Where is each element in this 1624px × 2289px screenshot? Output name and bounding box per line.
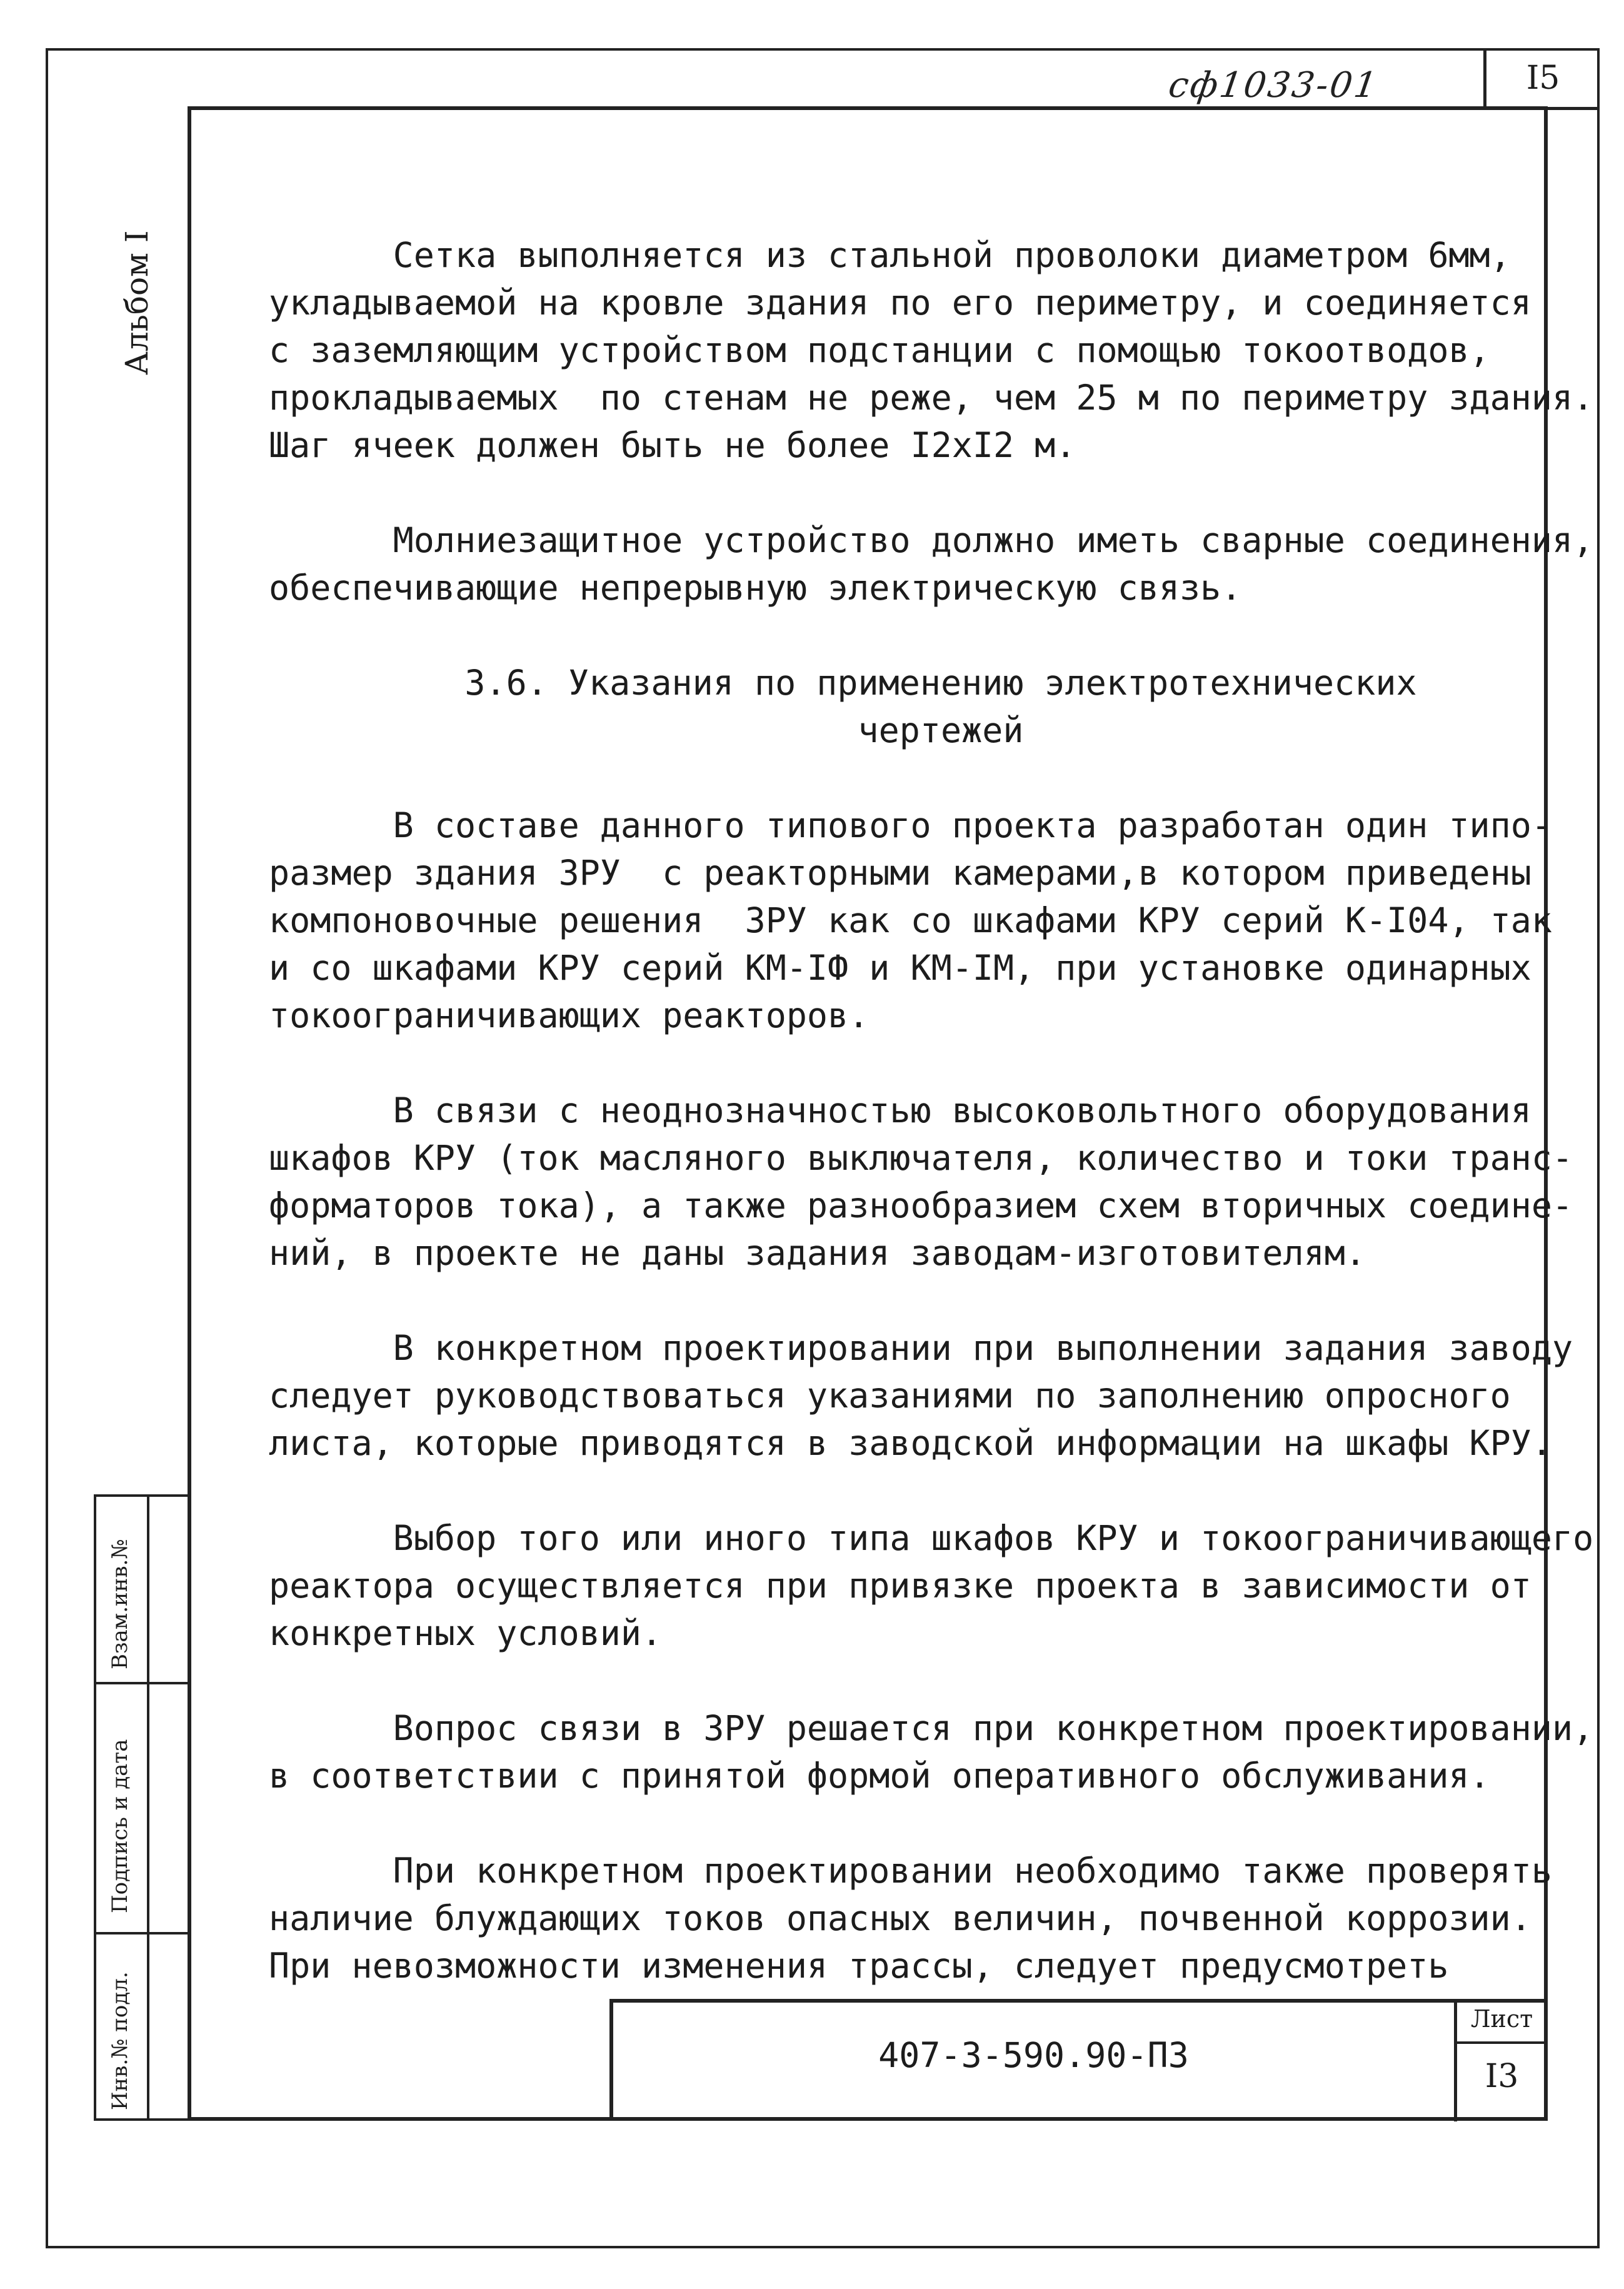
document-body <box>269 231 1594 2037</box>
paragraph: В связи с неоднозначностью высоковольтного оборудования шкафов КРУ (ток масляного выключателя, количество и токи транс- форматоров тока), а также разнообразием схем вторичных соедине- ний, в проекте не даны задания заводам-изготовителям. <box>269 1090 1573 1273</box>
stamp-cell-original-inv: Инв.№ подл. <box>108 1971 133 2110</box>
paragraph: В конкретном проектировании при выполнении задания заводу следует руководствоваться указаниями по заполнению опросного листа, которые приводятся в заводской информации на шкафы КРУ. <box>269 1328 1573 1463</box>
paragraph: Вопрос связи в ЗРУ решается при конкретном проектировании, в соответствии с принятой формой оперативного обслуживания. <box>269 1708 1594 1796</box>
paragraph: Сетка выполняется из стальной проволоки диаметром 6мм, укладываемой на кровле здания по его периметру, и соединяется с заземляющим устройством подстанции с помощью токоотводов, прокладываемых по стенам не реже, чем 25 м по периметру здания. Шаг ячеек должен быть не более I2хI2 м. <box>269 235 1594 465</box>
top-sheet-number: I5 <box>1526 59 1560 97</box>
stamp-divider <box>94 1932 188 1934</box>
sheet-number: I3 <box>1485 2058 1519 2095</box>
sheet-label: Лист <box>1470 2005 1533 2033</box>
paragraph: При конкретном проектировании необходимо также проверять наличие блуждающих токов опасных величин, почвенной коррозии. При невозможности изменения трассы, следует предусмотреть <box>269 1851 1552 1986</box>
paragraph: В составе данного типового проекта разработан один типо- размер здания ЗРУ с реакторными камерами,в котором приведены компоновочные решения ЗРУ как со шкафами КРУ серий К-I04, так и со шкафами КРУ серий КМ-IФ и КМ-IМ, при установке одинарных токоограничивающих реакторов. <box>269 805 1552 1035</box>
album-label: Альбом I <box>119 230 155 375</box>
title-block-divider <box>1454 2041 1548 2044</box>
handwritten-code: сф1033-01 <box>1166 65 1381 106</box>
paragraph: Выбор того или иного типа шкафов КРУ и токоограничивающего реактора осуществляется при привязке проекта в зависимости от конкретных условий. <box>269 1518 1594 1653</box>
paragraph: Молниезащитное устройство должно иметь сварные соединения, обеспечивающие непрерывную электрическую связь. <box>269 520 1594 608</box>
top-sheet-number-box <box>1483 48 1600 110</box>
document-code: 407-3-590.90-ПЗ <box>878 2035 1189 2075</box>
stamp-split <box>147 1494 149 2121</box>
stamp-cell-signature-date: Подпись и дата <box>108 1739 133 1913</box>
stamp-divider <box>94 1682 188 1684</box>
section-heading: 3.6. Указания по применению электротехнических чертежей <box>464 663 1417 750</box>
title-block <box>609 1999 1545 2121</box>
stamp-cell-replacement-inv: Взам.инв.№ <box>108 1539 133 1669</box>
